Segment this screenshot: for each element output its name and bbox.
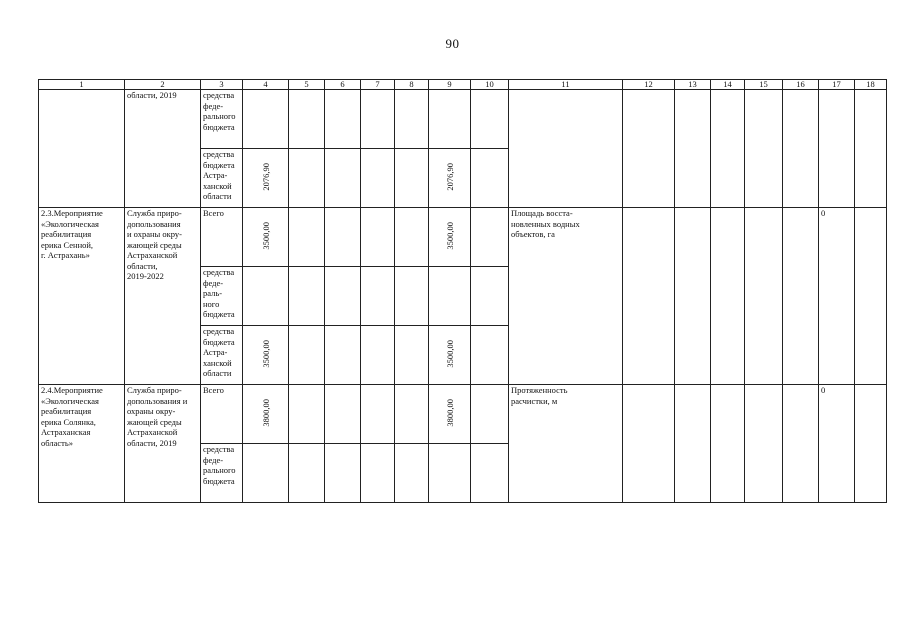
- amount-value: 3500,00: [444, 221, 455, 250]
- funding-source-cell: средства феде- рального бюджета: [201, 444, 243, 503]
- col-header: 12: [623, 80, 675, 90]
- col-header: 11: [509, 80, 623, 90]
- table-row: [39, 385, 887, 444]
- col-header: 18: [855, 80, 887, 90]
- amount-value: 2076,90: [260, 162, 271, 191]
- amount-value: 3500,00: [260, 339, 271, 368]
- table-row: [39, 208, 887, 267]
- col-header: 6: [325, 80, 361, 90]
- amount-value: 3800,00: [260, 398, 271, 427]
- amount-value: 3500,00: [444, 339, 455, 368]
- col-header: 13: [675, 80, 711, 90]
- budget-table: [38, 79, 887, 503]
- funding-source-cell: средства бюджета Астра- ханской области: [201, 326, 243, 385]
- col-header: 5: [289, 80, 325, 90]
- funding-source-cell: Всего: [201, 208, 243, 267]
- funding-source-cell: средства бюджета Астра- ханской области: [201, 149, 243, 208]
- header-row: [39, 80, 887, 90]
- amount-value: 3800,00: [444, 398, 455, 427]
- activity-cell: 2.4.Мероприятие «Экологическая реабилитация ерика Солянка, Астраханская область»: [39, 385, 125, 503]
- indicator-value-cell: 0: [819, 208, 855, 385]
- funding-source-cell: Всего: [201, 385, 243, 444]
- executor-cell: области, 2019: [125, 90, 201, 208]
- col-header: 15: [745, 80, 783, 90]
- funding-source-cell: средства феде- раль- ного бюджета: [201, 267, 243, 326]
- page-number: 90: [445, 36, 460, 51]
- col-header: 3: [201, 80, 243, 90]
- funding-source-cell: средства феде- рального бюджета: [201, 90, 243, 149]
- col-header: 10: [471, 80, 509, 90]
- indicator-cell: Протяженность расчистки, м: [509, 385, 623, 503]
- col-header: 2: [125, 80, 201, 90]
- indicator-value-cell: 0: [819, 385, 855, 503]
- col-header: 7: [361, 80, 395, 90]
- col-header: 16: [783, 80, 819, 90]
- amount-value: 3500,00: [260, 221, 271, 250]
- executor-cell: Служба приро- допользования и охраны окру- жающей среды Астраханской области, 2019-2022: [125, 208, 201, 385]
- col-header: 1: [39, 80, 125, 90]
- indicator-cell: [509, 90, 623, 208]
- col-header: 4: [243, 80, 289, 90]
- col-header: 9: [429, 80, 471, 90]
- col-header: 14: [711, 80, 745, 90]
- indicator-cell: Площадь восста- новленных водных объектов, га: [509, 208, 623, 385]
- col-header: 8: [395, 80, 429, 90]
- col-header: 17: [819, 80, 855, 90]
- activity-cell: [39, 90, 125, 208]
- activity-cell: 2.3.Мероприятие «Экологическая реабилитация ерика Сенной, г. Астрахань»: [39, 208, 125, 385]
- executor-cell: Служба приро- допользования и охраны окру- жающей среды Астраханской области, 2019: [125, 385, 201, 503]
- table-row: [39, 90, 887, 149]
- amount-value: 2076,90: [444, 162, 455, 191]
